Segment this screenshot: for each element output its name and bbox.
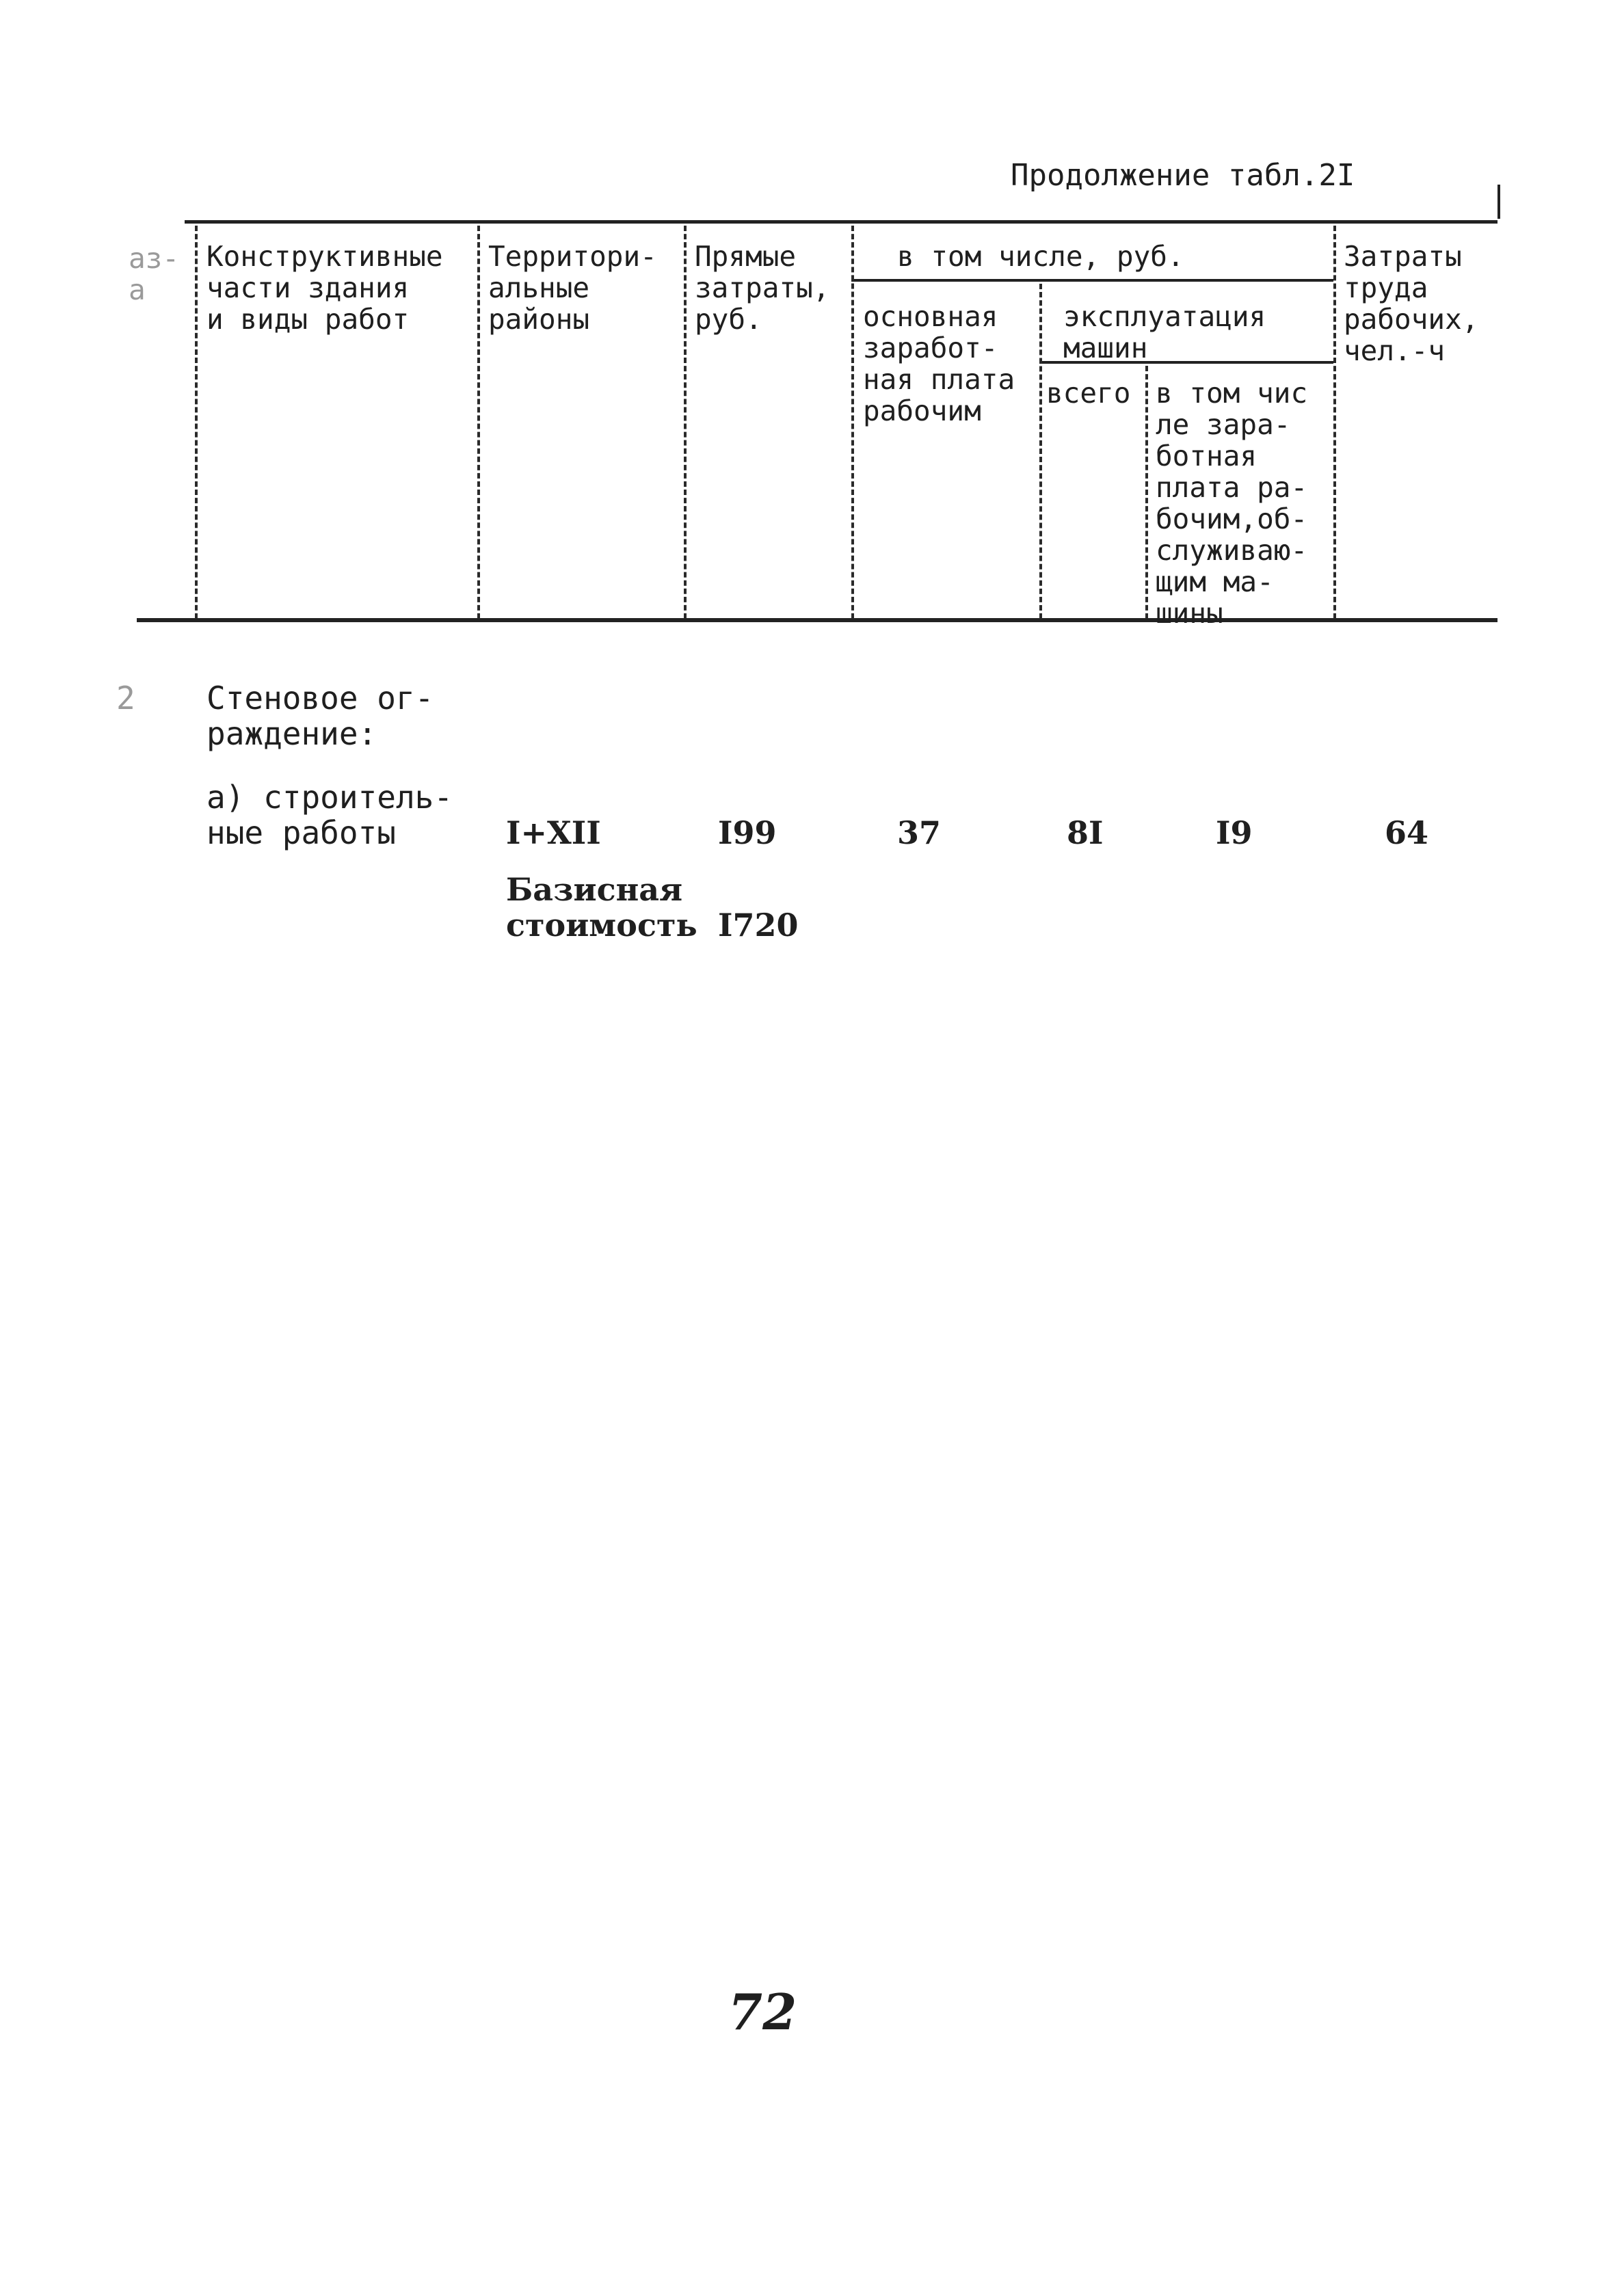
edge-mark	[1497, 185, 1500, 219]
header-direct-costs: Прямые затраты, руб.	[695, 240, 830, 336]
item-label: а) строитель- ные работы	[207, 779, 453, 851]
col-separator	[851, 226, 854, 619]
header-territorial-regions: Территори- альные районы	[488, 240, 657, 336]
cell-direct-costs: I99	[718, 814, 777, 851]
col-separator	[1039, 284, 1042, 619]
header-structural-parts: Конструктивные части здания и виды работ	[207, 240, 443, 336]
header-machine-operation: эксплуатация машин	[1063, 300, 1266, 364]
header-top-rule	[185, 220, 1497, 224]
base-cost-label: Базисная стоимость	[506, 871, 697, 944]
row-number: 2	[116, 680, 135, 717]
cell-machines-total: 8I	[1067, 814, 1104, 851]
col-separator	[684, 226, 687, 619]
cell-machines-wages: I9	[1216, 814, 1253, 851]
cell-labor: 64	[1385, 814, 1429, 851]
header-labor-costs: Затраты труда рабочих, чел.-ч	[1344, 240, 1479, 367]
cell-region: I+XII	[506, 814, 601, 851]
header-machines-wages: в том чис ле зара- ботная плата ра- бочим,об- служиваю- щим ма- шины	[1156, 377, 1308, 630]
base-cost-value: I720	[718, 907, 799, 944]
col-separator	[195, 226, 198, 619]
cell-base-wages: 37	[897, 814, 942, 851]
col-separator	[477, 226, 480, 619]
page-number: 72	[728, 1983, 797, 2041]
header-including: в том числе, руб.	[897, 240, 1184, 273]
table-caption: Продолжение табл.2I	[1011, 158, 1355, 193]
header-col0: аз- а	[129, 242, 180, 306]
col-separator	[1333, 226, 1336, 619]
section-title: Стеновое ог- раждение:	[207, 680, 434, 752]
header-machines-total: всего	[1046, 377, 1131, 410]
group-rule	[851, 279, 1333, 282]
col-separator	[1145, 366, 1148, 619]
header-base-wages: основная заработ- ная плата рабочим	[863, 300, 1015, 427]
